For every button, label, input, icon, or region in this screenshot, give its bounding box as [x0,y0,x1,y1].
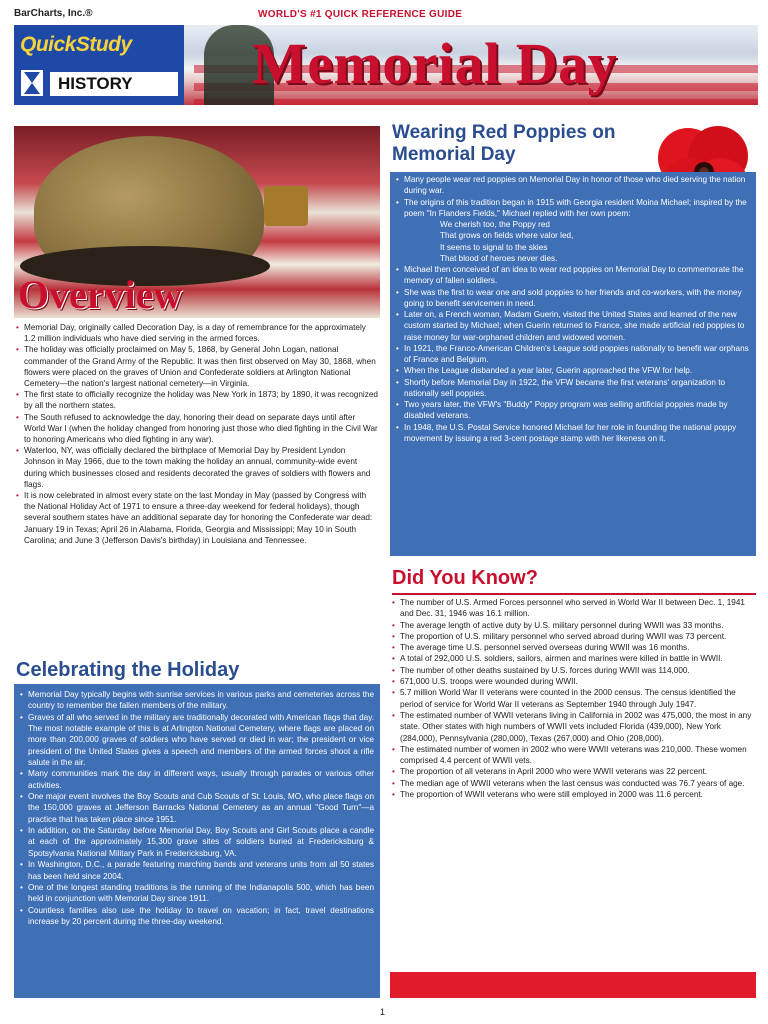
page-title: Memorial Day [252,31,618,96]
celebrating-heading: Celebrating the Holiday [16,659,240,681]
celebrating-panel [14,684,380,998]
did-you-know-list [392,597,756,800]
quickstudy-logo: QuickStudy [20,33,132,56]
list-item: • Later on, a French woman, Madam Guerin, visited the United States and learned of the new custom started by Michael; when Guerin returned to France, she made artificial red poppies to raise money for war-orphaned children and widowed women. [396,309,750,343]
moina-michael-poem [396,219,750,264]
did-you-know-heading: Did You Know? [392,567,538,589]
poem-line: It seems to signal to the skies [440,242,548,252]
list-item: • When the League disbanded a year later, Guerin approached the VFW for help. [396,365,750,376]
list-item: • Countless families also use the holiday to travel on vacation; in fact, travel destinations increase by 20 percent during the three-day weekend. [20,905,374,928]
poem-line: That grows on fields where valor led, [440,231,574,241]
list-item: • In addition, on the Saturday before Memorial Day, Boy Scouts and Girl Scouts place a candle at each of the approximately 15,300 grave sites of soldiers buried at Fredericksburg & Spotsylvania National Military Park in Fredericksburg, VA. [20,825,374,859]
poppies-panel [390,172,756,556]
list-item: • The origins of this tradition began in 1915 with Georgia resident Moina Michael; inspired by the poem "In Flanders Fields," Michael replied with her own poem: [396,197,750,220]
list-item: • Memorial Day typically begins with sunrise services in various parks and cemeteries across the country to remember the fallen members of the military. [20,689,374,712]
overview-list [16,322,378,546]
list-item: • The proportion of all veterans in April 2000 who were WWII veterans was 22 percent. [392,766,756,777]
overview-heading: Overview [18,272,183,317]
list-item: • It is now celebrated in almost every state on the last Monday in May (passed by Congress with the National Holiday Act of 1971 to ensure a three-day weekend for federal holidays), though several southern states have an additional separate day for honoring the Confederate war dead: January 19 in Texas; April 26 in Alabama, Florida, Georgia and Mississippi; May 10 in South Carolina; and June 3 (Jefferson Davis's birthday) in Louisiana and Tennessee. [16,490,378,546]
celebrating-list [20,689,374,927]
list-item: • Shortly before Memorial Day in 1922, the VFW became the first veterans' organization to nationally sell poppies. [396,377,750,400]
list-item: • In 1948, the U.S. Postal Service honored Michael for her role in founding the national poppy movement by issuing a red 3-cent postage stamp with her likeness on it. [396,422,750,445]
list-item: • The estimated number of women in 2002 who were WWII veterans was 210,000. These women comprised 4.4 percent of WWII vets. [392,744,756,767]
list-item: • 671,000 U.S. troops were wounded during WWII. [392,676,756,687]
list-item: • Michael then conceived of an idea to wear red poppies on Memorial Day to commemorate the memory of fallen soldiers. [396,264,750,287]
poppies-list [396,174,750,219]
poem-line: We cherish too, the Poppy red [440,220,550,229]
list-item: • Many people wear red poppies on Memorial Day in honor of those who died serving the nation during war. [396,174,750,197]
list-item: • The average time U.S. personnel served overseas during WWII was 16 months. [392,642,756,653]
subject-label: HISTORY [50,72,178,96]
list-item: • The number of U.S. Armed Forces personnel who served in World War II between Dec. 1, 1941 and Dec. 31, 1946 was 16.1 million. [392,597,756,620]
tagline [258,9,462,20]
list-item: • 5.7 million World War II veterans were counted in the 2000 census. The census identified the period of service for World War II veterans as September 1940 through July 1947. [392,687,756,710]
tagline-rank: WORLD'S #1 [258,9,322,20]
list-item: • She was the first to wear one and sold poppies to her friends and co-workers, with the money going to benefit servicemen in need. [396,287,750,310]
page-number: 1 [380,1007,386,1017]
list-item: • In 1921, the Franco-American Children's League sold poppies nationally to benefit war orphans of France and Belgium. [396,343,750,366]
hourglass-icon [19,68,45,98]
list-item: • The first state to officially recognize the holiday was New York in 1873; by 1890, it was recognized by all the northern states. [16,389,378,411]
tagline-text: QUICK REFERENCE GUIDE [321,9,463,20]
list-item: • One of the longest standing traditions is the running of the Indianapolis 500, which has been held in conjunction with Memorial Day since 1911. [20,882,374,905]
list-item: • The proportion of WWII veterans who were still employed in 2000 was 11.6 percent. [392,789,756,800]
list-item: • Two years later, the VFW's "Buddy" Poppy program was selling artificial poppies made by disabled veterans. [396,399,750,422]
list-item: • The South refused to acknowledge the day, honoring their dead on separate days until after World War I (when the holiday changed from honoring just those who died fighting in the Civil War to honoring Americans who died fighting in any war). [16,412,378,446]
list-item: • One major event involves the Boy Scouts and Cub Scouts of St. Louis, MO, who place flags on the 150,000 graves at Jefferson Barracks National Cemetery as an annual "Good Turn"—a practice that has taken place since 1951. [20,791,374,825]
decorative-red-bar [390,972,756,998]
list-item: • Many communities mark the day in different ways, usually through parades or various other activities. [20,768,374,791]
heading-divider [392,593,756,595]
list-item: • The estimated number of WWII veterans living in California in 2002 was 475,000, the most in any state. Other states with high numbers of WWII vets included Florida (439,000), New York (284,000), Pennsylvania (280,000), Texas (267,000) and Ohio (208,000). [392,710,756,744]
list-item: • Memorial Day, originally called Decoration Day, is a day of remembrance for the approximately 1.2 million individuals who have died serving in the armed forces. [16,322,378,344]
poppies-list-continued [396,264,750,444]
list-item: • The average length of active duty by U.S. military personnel during WWII was 33 months. [392,620,756,631]
publisher-name: BarCharts, Inc.® [14,8,93,19]
list-item: • Graves of all who served in the military are traditionally decorated with American flags that day. The most notable example of this is at Arlington National Cemetery, where flags are placed on more than 200,000 graves of soldiers who have served or died in war; the president or vice president of the United States gives a speech and members of the armed forces shoot a rifle salute in the air. [20,712,374,769]
list-item: • A total of 292,000 U.S. soldiers, sailors, airmen and marines were killed in battle in WWII. [392,653,756,664]
list-item: • The proportion of U.S. military personnel who served abroad during WWII was 73 percent. [392,631,756,642]
list-item: • In Washington, D.C., a parade featuring marching bands and veterans units from all 50 states has been held since 2004. [20,859,374,882]
poppies-heading: Wearing Red Poppies on Memorial Day [392,122,616,165]
list-item: • Waterloo, NY, was officially declared the birthplace of Memorial Day by President Lyndon Johnson in May 1966, due to the town making the holiday an annual, community-wide event during which businesses closed and residents decorated the graves of soldiers with flowers and flags. [16,445,378,490]
poem-line: That blood of heroes never dies. [440,253,558,263]
list-item: • The holiday was officially proclaimed on May 5, 1868, by General John Logan, national commander of the Grand Army of the Republic. It was then first observed on May 30, 1868, when flowers were placed on the graves of Union and Confederate soldiers at Arlington National Cemetery—the nation's largest national cemetery—in Virginia. [16,344,378,389]
list-item: • The median age of WWII veterans when the last census was conducted was 76.7 years of age. [392,778,756,789]
list-item: • The number of other deaths sustained by U.S. forces during WWII was 114,000. [392,665,756,676]
